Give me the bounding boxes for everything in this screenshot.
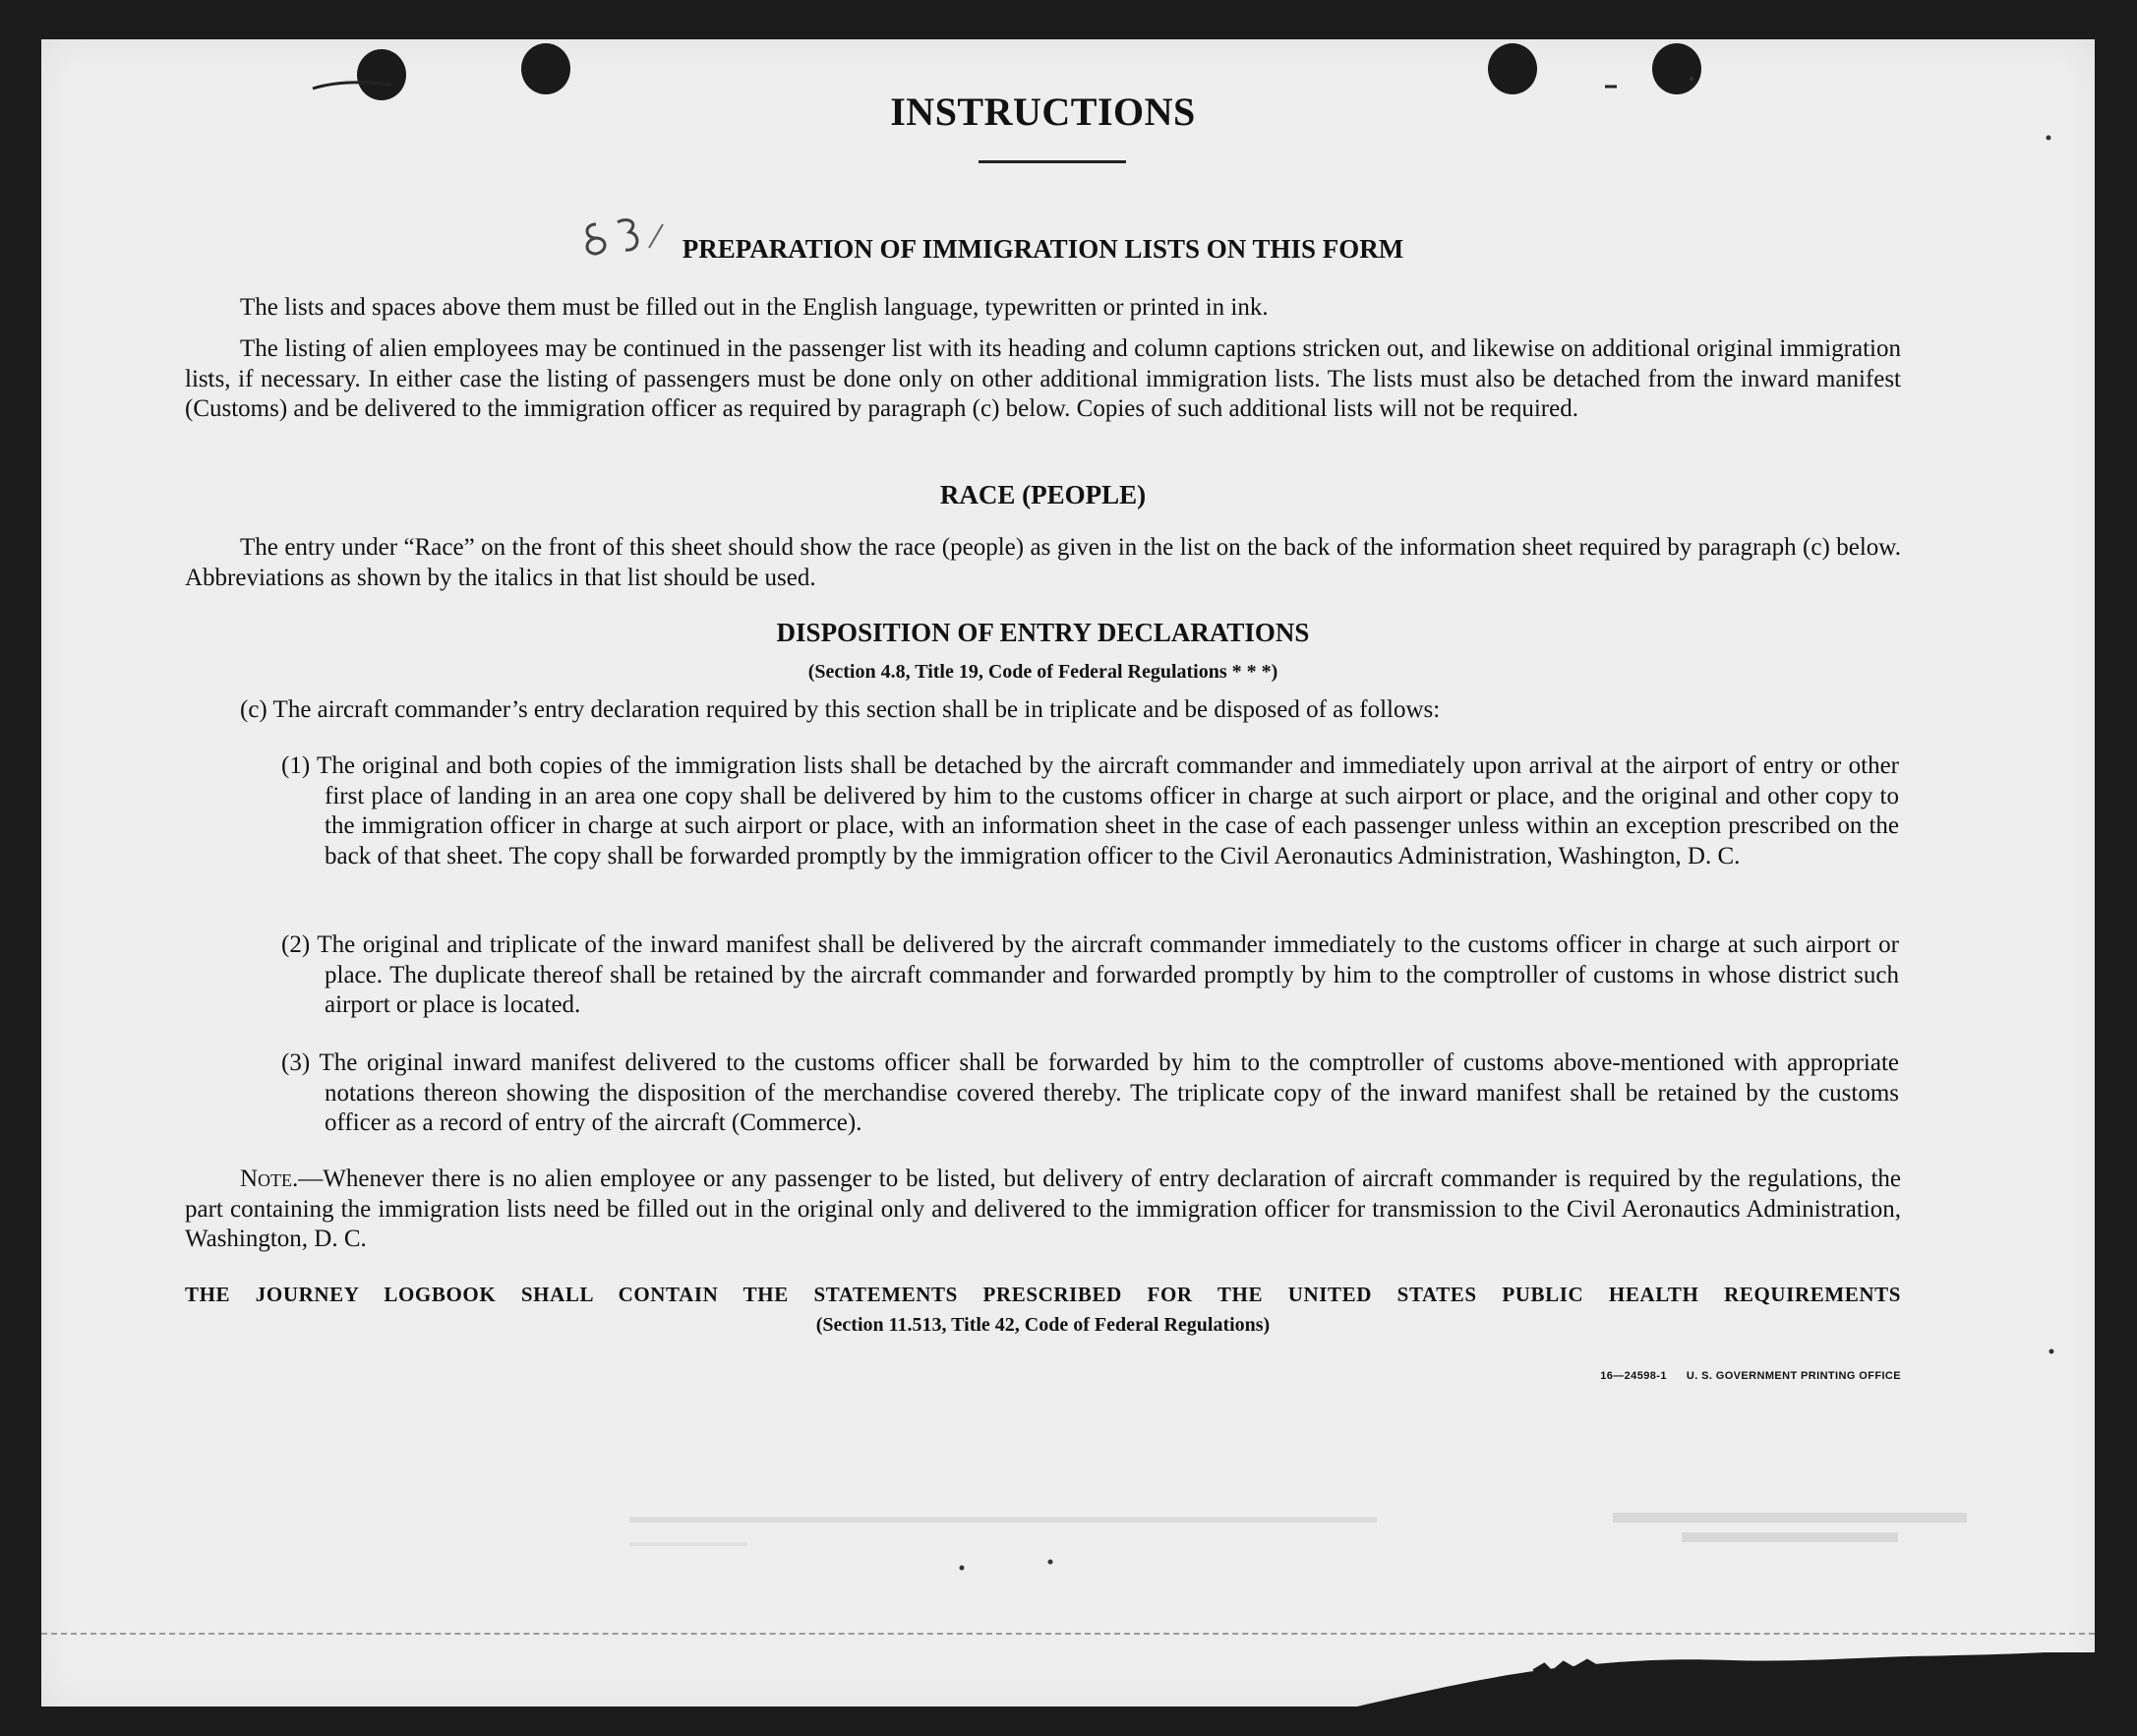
paragraph-race: The entry under “Race” on the front of this sheet should show the race (people) as given in the list on the back of the information sheet required by paragraph (c) below. Abbreviations as shown by the italics in that list should be used. bbox=[185, 534, 1901, 591]
show-through-text bbox=[629, 1505, 2006, 1571]
printing-office: U. S. GOVERNMENT PRINTING OFFICE bbox=[1686, 1370, 1901, 1382]
note-label: Note. bbox=[240, 1166, 299, 1192]
page-title: INSTRUCTIONS bbox=[890, 90, 1196, 134]
printer-imprint bbox=[1483, 1370, 1901, 1382]
section-heading-race: RACE (PEOPLE) bbox=[939, 480, 1147, 509]
list-item-1: (1) The original and both copies of the immigration lists shall be detached by the aircraft commander and immediately upon arrival at the airport of entry or other first place of landing in an area one copy shall be delivered by him to the customs officer in charge at such airport or place, and the original and other copy to the immigration officer in charge at such airport or place, with an information sheet in the case of each passenger unless within an exception prescribed on the back of that sheet. The copy shall be forwarded promptly by the immigration officer to the Civil Aeronautics Administration, Washington, D. C. bbox=[281, 752, 1899, 869]
paragraph-c-intro: (c) The aircraft commander’s entry declaration required by this section shall be in triplicate and be disposed of as follows: bbox=[240, 696, 1441, 723]
form-number: 16—24598-1 bbox=[1600, 1370, 1667, 1382]
logbook-notice: THE JOURNEY LOGBOOK SHALL CONTAIN THE STATEMENTS PRESCRIBED FOR THE UNITED STATES PUBLIC HEALTH REQUIREMENTS bbox=[185, 1283, 1901, 1306]
list-item-3: (3) The original inward manifest delivered to the customs officer shall be forwarded by him to the comptroller of customs above-mentioned with appropriate notations thereon showing the disposition of the merchandise covered thereby. The triplicate copy of the inward manifest shall be retained by the customs officer as a record of entry of the aircraft (Commerce). bbox=[281, 1049, 1899, 1136]
note-text: —Whenever there is no alien employee or any passenger to be listed, but delivery of entry declaration of aircraft commander is required by the regulations, the part containing the immigration lists need be filled out in the original only and delivered to the immigration officer for transmission to the Civil Aeronautics Administration, Washington, D. C. bbox=[185, 1166, 1901, 1252]
title-underline bbox=[979, 160, 1126, 163]
perforation-line bbox=[41, 1633, 2095, 1635]
health-citation: (Section 11.513, Title 42, Code of Federal Regulations) bbox=[815, 1314, 1271, 1336]
paragraph-alien-employees: The listing of alien employees may be continued in the passenger list with its heading and column captions stricken out, and likewise on additional original immigration lists, if necessary. In either case the listing of passengers must be done only on other additional immigration lists. The lists must also be detached from the inward manifest (Customs) and be delivered to the immigration officer as required by paragraph (c) below. Copies of such additional lists will not be required. bbox=[185, 335, 1901, 422]
list-item-2: (2) The original and triplicate of the inward manifest shall be delivered by the aircraft commander immediately to the customs officer in charge at such airport or place. The duplicate thereof shall be retained by the aircraft commander and forwarded promptly by him to the comptroller of customs in whose district such airport or place is located. bbox=[281, 931, 1899, 1018]
regulation-citation: (Section 4.8, Title 19, Code of Federal Regulations * * *) bbox=[807, 661, 1278, 683]
paragraph-note bbox=[185, 1165, 1901, 1255]
section-heading-disposition: DISPOSITION OF ENTRY DECLARATIONS bbox=[776, 618, 1310, 647]
section-heading-preparation: PREPARATION OF IMMIGRATION LISTS ON THIS FORM bbox=[682, 234, 1404, 264]
paragraph-language: The lists and spaces above them must be filled out in the English language, typewritten or printed in ink. bbox=[240, 294, 1269, 321]
